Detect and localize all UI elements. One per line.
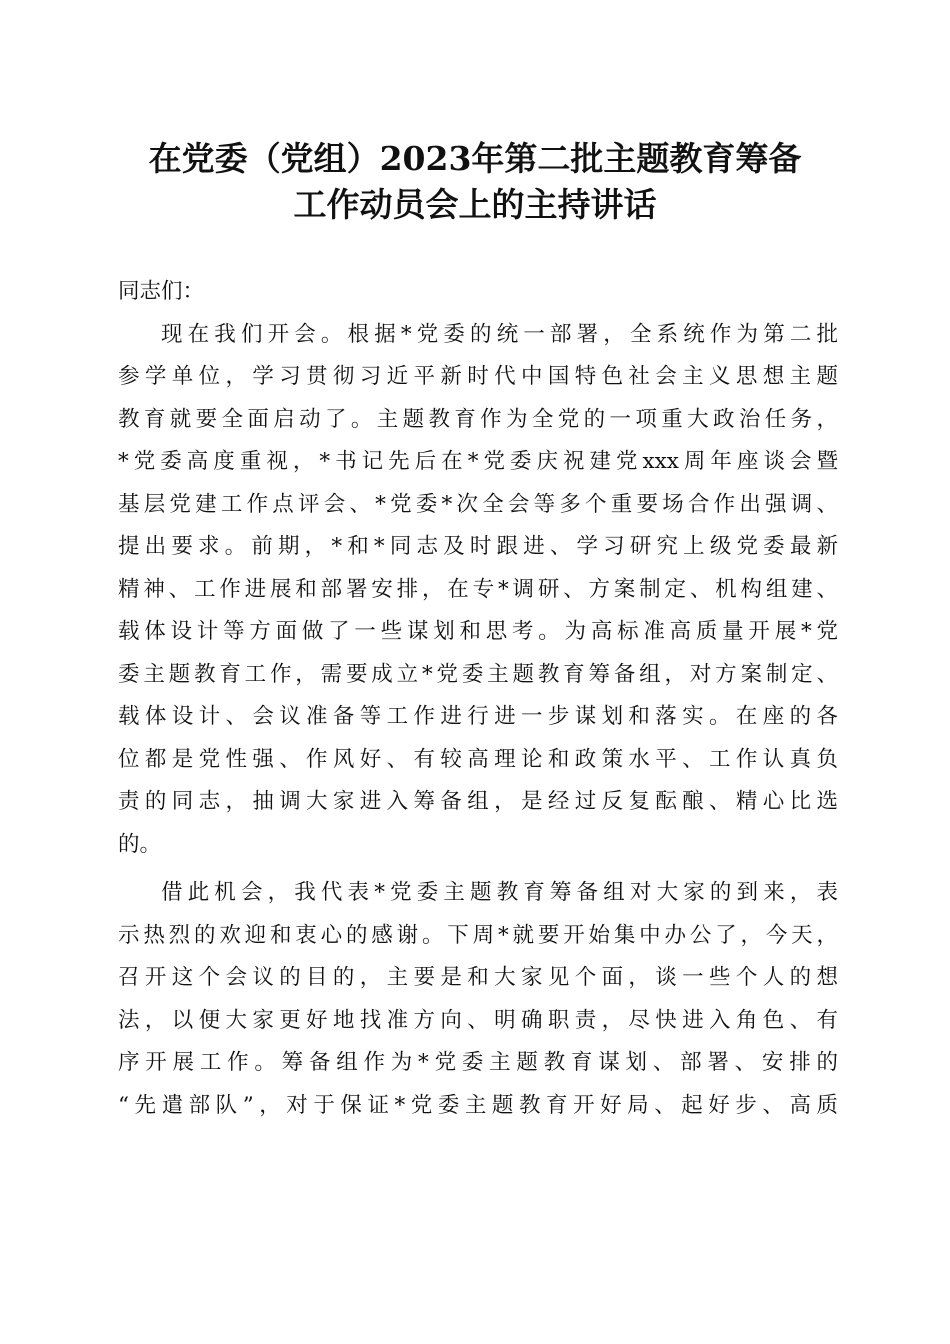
salutation: 同志们： (118, 279, 205, 304)
paragraph-line: 参学单位，学习贯彻习近平新时代中国特色社会主义思想主题 (118, 364, 838, 389)
paragraph-line: 示热烈的欢迎和衷心的感谢。下周*就要开始集中办公了，今天， (118, 922, 838, 948)
paragraph-line: 提出要求。前期，*和*同志及时跟进、学习研究上级党委最新 (118, 534, 838, 559)
title-line-1: 在党委（党组）2023年第二批主题教育筹备 (148, 139, 802, 178)
paragraph-line: 借此机会，我代表*党委主题教育筹备组对大家的到来，表 (161, 880, 838, 905)
paragraph-line: 载体设计、会议准备等工作进行进一步谋划和落实。在座的各 (118, 704, 838, 729)
title-line-2: 工作动员会上的主持讲话 (293, 185, 657, 224)
paragraph-line: 责的同志，抽调大家进入筹备组，是经过反复酝酿、精心比选 (118, 789, 838, 814)
paragraph-line: 载体设计等方面做了一些谋划和思考。为高标准高质量开展*党 (118, 619, 838, 644)
document-title (100, 136, 850, 228)
document-body (118, 254, 838, 1127)
paragraph-line: 位都是党性强、作风好、有较高理论和政策水平、工作认真负 (118, 746, 838, 772)
paragraph-line: 序开展工作。筹备组作为*党委主题教育谋划、部署、安排的 (118, 1050, 838, 1075)
paragraph-line: “先遣部队”，对于保证*党委主题教育开好局、起好步、高质 (118, 1092, 838, 1118)
paragraph-line: 法，以便大家更好地找准方向、明确职责，尽快进入角色、有 (118, 1007, 838, 1033)
paragraph-line: 召开这个会议的目的，主要是和大家见个面，谈一些个人的想 (118, 965, 838, 990)
paragraph-1 (118, 314, 838, 867)
paragraph-line: 基层党建工作点评会、*党委*次全会等多个重要场合作出强调、 (118, 491, 838, 517)
paragraph-line: 委主题教育工作，需要成立*党委主题教育筹备组，对方案制定、 (118, 661, 838, 687)
paragraph-line: 的。 (118, 831, 162, 857)
paragraph-line: 教育就要全面启动了。主题教育作为全党的一项重大政治任务， (118, 406, 838, 432)
paragraph-line: *党委高度重视，*书记先后在*党委庆祝建党xxx周年座谈会暨 (118, 449, 838, 474)
paragraph-line: 现在我们开会。根据*党委的统一部署，全系统作为第二批 (161, 321, 838, 347)
paragraph-2 (118, 872, 838, 1127)
paragraph-line: 精神、工作进展和部署安排，在专*调研、方案制定、机构组建、 (118, 576, 838, 602)
